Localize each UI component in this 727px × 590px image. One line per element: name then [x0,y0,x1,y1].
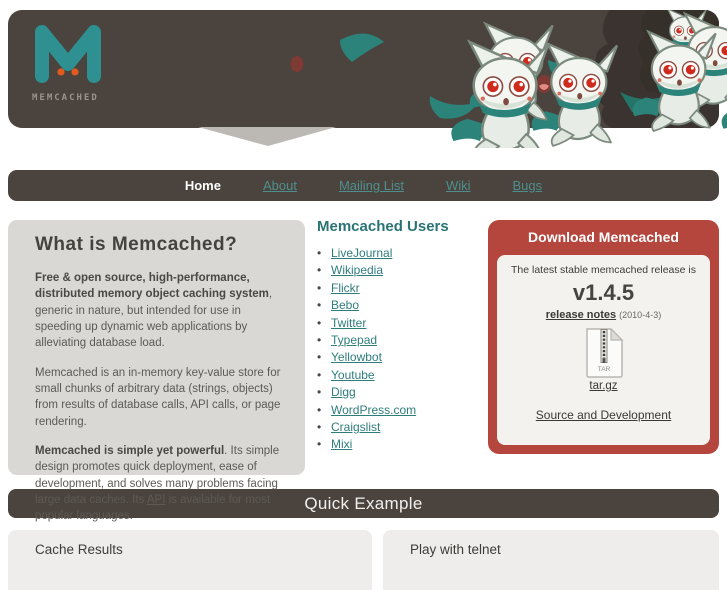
about-paragraph-2: Memcached is an in-memory key-value store for small chunks of arbitrary data (strings, objects) from results of database calls, API calls, or page rendering. [35,366,281,428]
list-item [317,367,477,384]
tar-file-icon[interactable] [583,328,625,378]
play-with-telnet-title: Play with telnet [410,542,501,557]
example-row [8,530,719,590]
nav-item-bugs[interactable]: Bugs [512,178,543,193]
user-link-twitter[interactable]: Twitter [331,315,367,330]
list-item [317,315,477,332]
list-item [317,436,477,453]
download-panel [488,220,719,454]
user-link-yellowbot[interactable]: Yellowbot [331,350,382,365]
header [0,0,727,148]
api-link[interactable]: API [146,493,166,506]
svg-text:TAR: TAR [597,366,610,373]
about-paragraph-3: Memcached is simple yet powerful. Its simple design promotes quick deployment, ease of development, and solves many problems facing large data caches. Its API is available for most popular languages. [35,444,280,523]
about-title: What is Memcached? [35,234,238,255]
logo-wordmark: MEMCACHED [32,93,99,103]
main-nav [8,170,719,201]
tarball-link[interactable]: tar.gz [589,380,618,392]
list-item [317,262,477,279]
release-date: (2010-4-3) [619,310,662,320]
list-item [317,245,477,262]
play-with-telnet-panel [383,530,719,590]
download-intro: The latest stable memcached release is [510,264,696,276]
nav-item-home[interactable]: Home [184,178,221,193]
cache-results-title: Cache Results [35,542,123,557]
source-row [497,408,710,422]
release-notes-row [497,309,710,321]
about-paragraph-1: Free & open source, high-performance, distributed memory object caching system, generic in nature, but intended for use in speeding up dynamic web applications by alleviating database load. [35,272,273,350]
quick-example-header: Quick Example [8,489,719,518]
list-item [317,280,477,297]
user-link-youtube[interactable]: Youtube [331,367,375,382]
nav-item-mailing-list[interactable]: Mailing List [338,178,404,193]
user-link-wordpress[interactable]: WordPress.com [331,402,417,417]
about-panel [8,220,305,523]
tarball-row [497,380,710,392]
download-version: v1.4.5 [572,280,635,305]
nav-item-about[interactable]: About [262,178,297,193]
download-card [497,255,710,445]
users-list [317,245,477,454]
source-development-link[interactable]: Source and Development [535,408,672,422]
user-link-typepad[interactable]: Typepad [331,333,378,348]
user-link-mixi[interactable]: Mixi [331,437,353,452]
user-link-livejournal[interactable]: LiveJournal [331,246,393,260]
download-title: Download Memcached [528,229,679,245]
cache-results-panel [8,530,372,590]
user-link-craigslist[interactable]: Craigslist [331,420,381,435]
nav-item-wiki[interactable]: Wiki [445,178,471,193]
memcached-logo[interactable] [32,22,142,103]
list-item [317,349,477,366]
users-panel [317,220,477,475]
list-item [317,297,477,314]
users-title: Memcached Users [317,218,449,235]
user-link-flickr[interactable]: Flickr [331,280,360,295]
user-link-wikipedia[interactable]: Wikipedia [331,263,384,278]
list-item [317,384,477,401]
release-notes-link[interactable]: release notes [545,309,617,321]
list-item [317,402,477,419]
memcached-logo-m-icon [32,22,104,84]
user-link-bebo[interactable]: Bebo [331,298,360,313]
list-item [317,419,477,436]
user-link-digg[interactable]: Digg [331,385,356,400]
list-item [317,332,477,349]
